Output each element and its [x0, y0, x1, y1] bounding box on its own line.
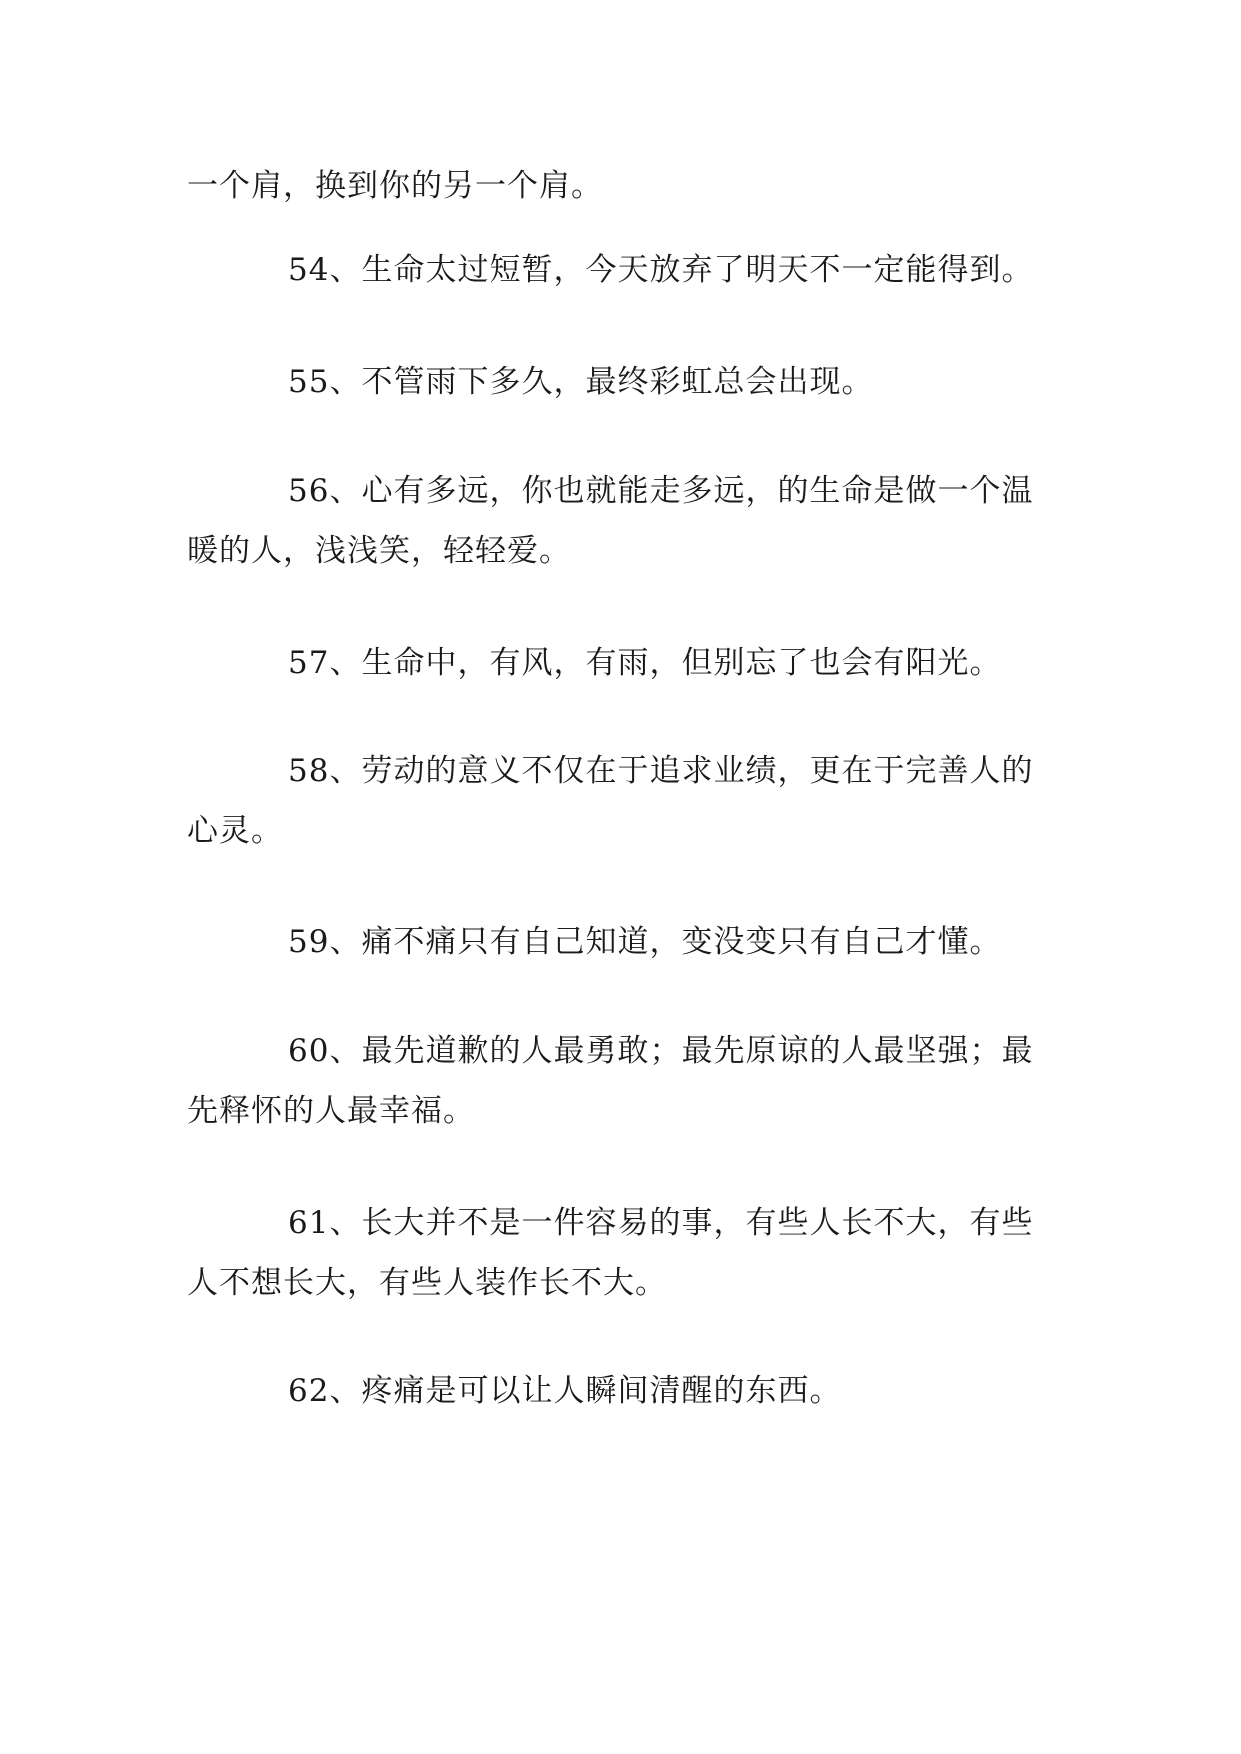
paragraph-54: 54、生命太过短暂，今天放弃了明天不一定能得到。: [288, 252, 1034, 288]
paragraph-continuation: 一个肩，换到你的另一个肩。: [187, 168, 603, 204]
paragraph-60: 60、最先道歉的人最勇敢；最先原谅的人最坚强；最先释怀的人最幸福。: [187, 1033, 1034, 1129]
paragraph-61: 61、长大并不是一件容易的事，有些人长不大，有些人不想长大，有些人装作长不大。: [187, 1205, 1034, 1301]
paragraph-58: 58、劳动的意义不仅在于追求业绩，更在于完善人的心灵。: [187, 753, 1034, 849]
paragraph-59: 59、痛不痛只有自己知道，变没变只有自己才懂。: [288, 924, 1002, 960]
paragraph-57: 57、生命中，有风，有雨，但别忘了也会有阳光。: [288, 645, 1002, 681]
paragraph-56: 56、心有多远，你也就能走多远，的生命是做一个温暖的人，浅浅笑，轻轻爱。: [187, 473, 1034, 569]
paragraph-62: 62、疼痛是可以让人瞬间清醒的东西。: [288, 1373, 842, 1409]
paragraph-55: 55、不管雨下多久，最终彩虹总会出现。: [288, 364, 874, 400]
